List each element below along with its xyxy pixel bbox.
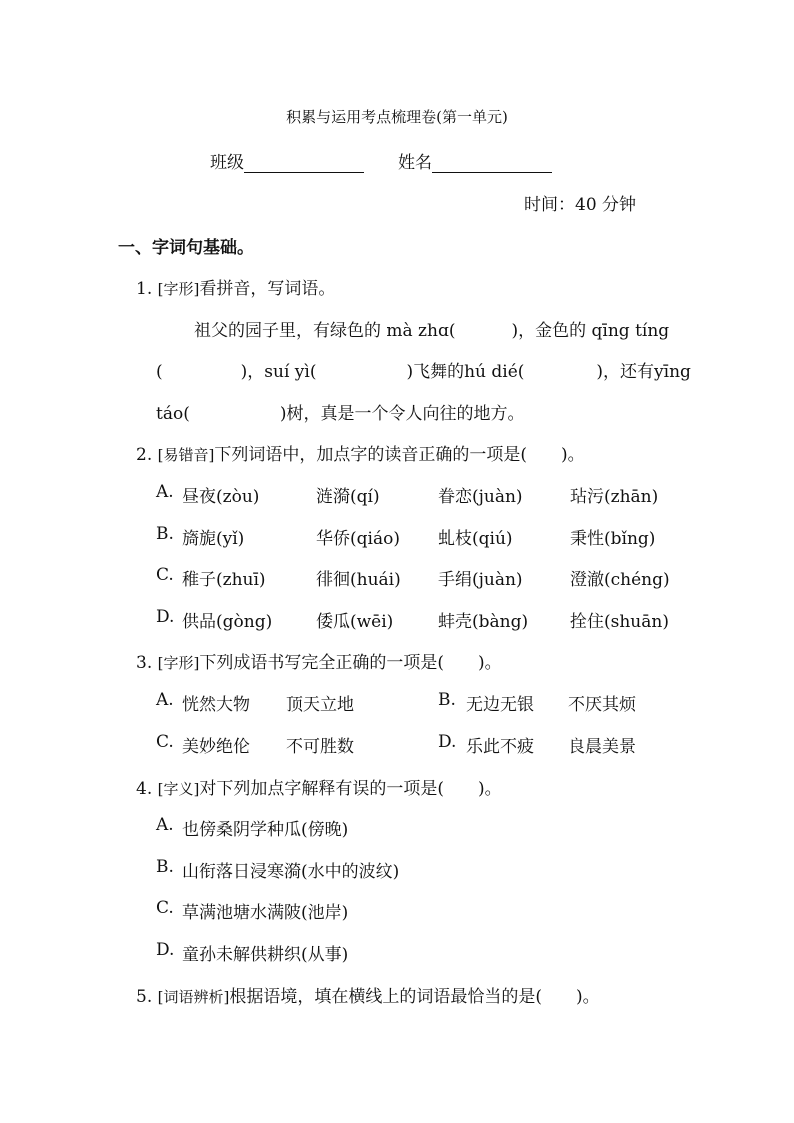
q1-line-1-text-b: )，金色的 qīng tíng	[511, 321, 670, 341]
q1-line-3	[156, 399, 524, 424]
q3-option-d[interactable]	[438, 732, 636, 757]
option-item: 稚子(zhuī)	[182, 570, 266, 590]
q3-option-a[interactable]	[156, 690, 354, 715]
option-item: 美妙绝伦	[182, 737, 250, 757]
option-label: A.	[156, 482, 174, 502]
option-label: A.	[156, 815, 174, 835]
question-number: 4.	[136, 779, 158, 799]
question-tag: [字形]	[157, 280, 200, 298]
q1-line-1-text-a: 祖父的园子里，有绿色的 mà zhɑ(	[194, 321, 456, 341]
option-item: 倭瓜(wēi)	[316, 612, 394, 632]
q4-option-b[interactable]	[156, 857, 400, 882]
option-label: B.	[438, 690, 456, 710]
option-label: C.	[156, 898, 174, 918]
option-item: 草满池塘水满陂(池岸)	[182, 903, 349, 923]
question-4	[136, 774, 502, 799]
page-title: 积累与运用考点梳理卷(第一单元)	[286, 108, 508, 126]
name-blank[interactable]	[432, 154, 552, 173]
option-label: A.	[156, 690, 174, 710]
question-number: 5.	[136, 987, 158, 1007]
q1-line-1	[194, 316, 669, 341]
option-item: 不可胜数	[286, 737, 354, 757]
section-title: 一、字词句基础。	[118, 238, 254, 258]
q2-option-b[interactable]	[156, 524, 656, 549]
q1-line-2-text-b: )，suí yì(	[240, 362, 317, 382]
q4-option-a[interactable]	[156, 815, 349, 840]
option-label: D.	[156, 940, 175, 960]
question-prompt: 看拼音，写词语。	[199, 279, 336, 299]
question-tag: [词语辨析]	[157, 988, 230, 1006]
time-label: 时间：40 分钟	[524, 195, 637, 215]
q2-option-a[interactable]	[156, 482, 659, 507]
q3-option-c[interactable]	[156, 732, 354, 757]
option-item: 虬枝(qiú)	[438, 529, 513, 549]
option-item: 蚌壳(bàng)	[438, 612, 529, 632]
q1-line-2-text-c: )飞舞的hú dié(	[406, 362, 525, 382]
q4-option-c[interactable]	[156, 898, 349, 923]
question-number: 2.	[136, 445, 158, 465]
option-label: B.	[156, 857, 174, 877]
question-prompt: 根据语境，填在横线上的词语最恰当的是( )。	[229, 987, 600, 1007]
q3-option-b[interactable]	[438, 690, 636, 715]
option-item: 拴住(shuān)	[570, 612, 669, 632]
option-item: 华侨(qiáo)	[316, 529, 400, 549]
option-item: 也傍桑阴学种瓜(傍晚)	[182, 820, 349, 840]
option-item: 山衔落日浸寒漪(水中的波纹)	[182, 862, 400, 882]
option-label: D.	[156, 607, 175, 627]
q1-line-2	[156, 357, 691, 382]
option-item: 恍然大物	[182, 695, 250, 715]
question-prompt: 对下列加点字解释有误的一项是( )。	[199, 779, 502, 799]
q2-option-d[interactable]	[156, 607, 669, 632]
option-item: 澄澈(chéng)	[570, 570, 670, 590]
option-item: 不厌其烦	[568, 695, 636, 715]
option-item: 涟漪(qí)	[316, 487, 380, 507]
question-prompt: 下列词语中，加点字的读音正确的一项是( )。	[214, 445, 585, 465]
question-prompt: 下列成语书写完全正确的一项是( )。	[199, 653, 502, 673]
q4-option-d[interactable]	[156, 940, 349, 965]
class-field	[210, 148, 364, 173]
class-label: 班级	[210, 153, 244, 173]
option-item: 秉性(bǐng)	[570, 529, 656, 549]
option-item: 眷恋(juàn)	[438, 487, 523, 507]
question-number: 1.	[136, 279, 158, 299]
option-item: 旖旎(yǐ)	[182, 529, 245, 549]
q1-line-3-text-b: )树，真是一个令人向往的地方。	[279, 404, 525, 424]
question-2	[136, 440, 585, 465]
question-tag: [易错音]	[157, 446, 215, 464]
question-tag: [字义]	[157, 780, 200, 798]
option-item: 良晨美景	[568, 737, 636, 757]
option-item: 顶天立地	[286, 695, 354, 715]
option-item: 手绢(juàn)	[438, 570, 523, 590]
class-blank[interactable]	[244, 154, 364, 173]
option-label: C.	[156, 565, 174, 585]
option-item: 昼夜(zòu)	[182, 487, 260, 507]
option-label: B.	[156, 524, 174, 544]
option-item: 无边无银	[466, 695, 534, 715]
q1-line-3-text-a: táo(	[156, 404, 190, 424]
option-label: C.	[156, 732, 174, 752]
question-3	[136, 648, 502, 673]
question-tag: [字形]	[157, 654, 200, 672]
option-item: 徘徊(huái)	[316, 570, 401, 590]
question-5	[136, 982, 600, 1007]
name-field	[398, 148, 552, 173]
question-1	[136, 274, 335, 299]
q1-line-2-text-d: )，还有yīng	[596, 362, 691, 382]
option-item: 童孙未解供耕织(从事)	[182, 945, 349, 965]
q2-option-c[interactable]	[156, 565, 670, 590]
question-number: 3.	[136, 653, 158, 673]
option-label: D.	[438, 732, 457, 752]
option-item: 供品(gòng)	[182, 612, 273, 632]
name-label: 姓名	[398, 153, 432, 173]
q1-line-2-text-a: (	[156, 362, 163, 382]
option-item: 玷污(zhān)	[570, 487, 659, 507]
option-item: 乐此不疲	[466, 737, 534, 757]
